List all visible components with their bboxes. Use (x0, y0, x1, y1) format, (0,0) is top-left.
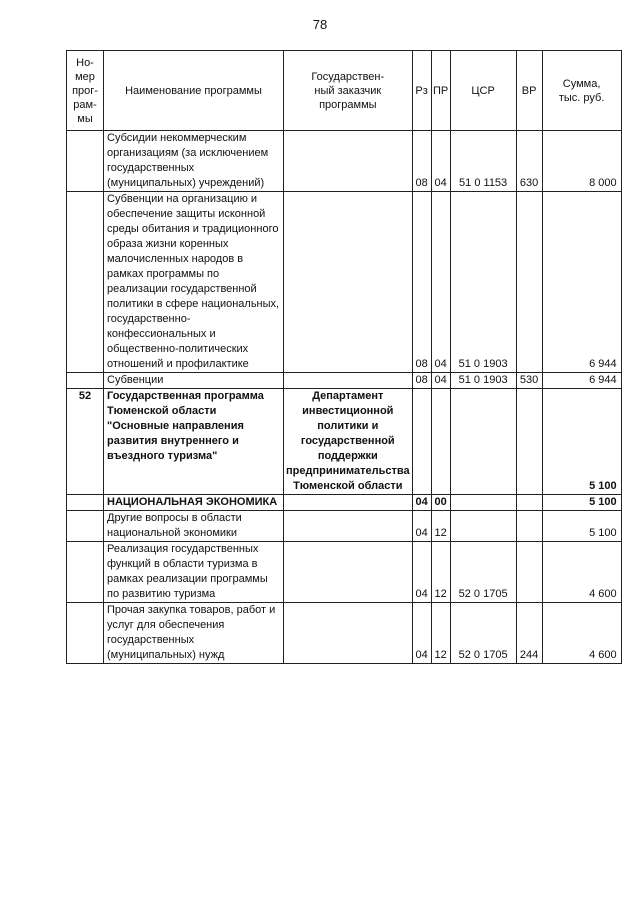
row-customer (284, 511, 413, 542)
row-rz: 04 (412, 511, 431, 542)
row-customer (284, 192, 413, 373)
row-name: Субвенции (104, 373, 284, 389)
row-csr (450, 389, 516, 495)
row-name: Государственная программа Тюменской области "Основные направления развития внутреннего и въездного туризма" (104, 389, 284, 495)
table-row (67, 131, 622, 192)
row-rz: 04 (412, 542, 431, 603)
row-vr (516, 511, 542, 542)
row-num (67, 192, 104, 373)
row-name: Субвенции на организацию и обеспечение защиты исконной среды обитания и традиционного образа жизни коренных малочисленных народов в рамках программы по реализации государственной политики в сфере национальных, государственно-конфессиональных и общественно-политических отношений и профилактике (104, 192, 284, 373)
row-customer: Департамент инвестиционной политики и государственной поддержки предпринимательства Тюменской области (284, 389, 413, 495)
row-pr: 12 (431, 542, 450, 603)
row-sum: 8 000 (542, 131, 621, 192)
row-num (67, 131, 104, 192)
row-rz: 08 (412, 373, 431, 389)
row-name: Реализация государственных функций в области туризма в рамках реализации программы по развитию туризма (104, 542, 284, 603)
row-num (67, 373, 104, 389)
table-row (67, 192, 622, 373)
row-customer (284, 373, 413, 389)
row-vr: 244 (516, 603, 542, 664)
table-row (67, 389, 622, 495)
budget-table (66, 50, 622, 664)
row-csr: 51 0 1903 (450, 373, 516, 389)
row-customer (284, 131, 413, 192)
header-vr: ВР (516, 51, 542, 131)
row-sum: 6 944 (542, 192, 621, 373)
row-sum: 5 100 (542, 511, 621, 542)
table-row (67, 495, 622, 511)
row-num (67, 542, 104, 603)
row-vr (516, 542, 542, 603)
row-name: НАЦИОНАЛЬНАЯ ЭКОНОМИКА (104, 495, 284, 511)
row-pr: 04 (431, 131, 450, 192)
row-sum: 4 600 (542, 603, 621, 664)
row-customer (284, 603, 413, 664)
row-pr: 04 (431, 192, 450, 373)
header-name: Наименование программы (104, 51, 284, 131)
row-vr (516, 192, 542, 373)
row-name: Субсидии некоммерческим организациям (за исключением государственных (муниципальных) учреждений) (104, 131, 284, 192)
row-num (67, 603, 104, 664)
row-vr: 530 (516, 373, 542, 389)
table-row (67, 542, 622, 603)
header-rz: Рз (412, 51, 431, 131)
row-pr: 12 (431, 603, 450, 664)
header-customer: Государствен- ный заказчик программы (284, 51, 413, 131)
row-num (67, 511, 104, 542)
row-csr: 51 0 1153 (450, 131, 516, 192)
row-csr: 51 0 1903 (450, 192, 516, 373)
row-pr: 04 (431, 373, 450, 389)
table-row (67, 603, 622, 664)
row-vr (516, 495, 542, 511)
row-name: Другие вопросы в области национальной экономики (104, 511, 284, 542)
row-vr: 630 (516, 131, 542, 192)
page-number: 78 (312, 17, 328, 32)
row-pr: 00 (431, 495, 450, 511)
row-rz: 04 (412, 495, 431, 511)
row-sum: 6 944 (542, 373, 621, 389)
row-csr (450, 495, 516, 511)
table-row (67, 373, 622, 389)
row-sum: 5 100 (542, 495, 621, 511)
row-rz: 08 (412, 131, 431, 192)
row-rz: 04 (412, 603, 431, 664)
header-num: Но- мер прог- рам- мы (67, 51, 104, 131)
row-csr (450, 511, 516, 542)
row-sum: 5 100 (542, 389, 621, 495)
row-num: 52 (67, 389, 104, 495)
row-pr (431, 389, 450, 495)
header-row (67, 51, 622, 131)
row-customer (284, 542, 413, 603)
row-rz: 08 (412, 192, 431, 373)
row-csr: 52 0 1705 (450, 603, 516, 664)
row-num (67, 495, 104, 511)
row-sum: 4 600 (542, 542, 621, 603)
row-csr: 52 0 1705 (450, 542, 516, 603)
table-row (67, 511, 622, 542)
row-customer (284, 495, 413, 511)
row-rz (412, 389, 431, 495)
row-name: Прочая закупка товаров, работ и услуг для обеспечения государственных (муниципальных) нужд (104, 603, 284, 664)
header-pr: ПР (431, 51, 450, 131)
row-vr (516, 389, 542, 495)
row-pr: 12 (431, 511, 450, 542)
header-sum: Сумма, тыс. руб. (542, 51, 621, 131)
header-csr: ЦСР (450, 51, 516, 131)
